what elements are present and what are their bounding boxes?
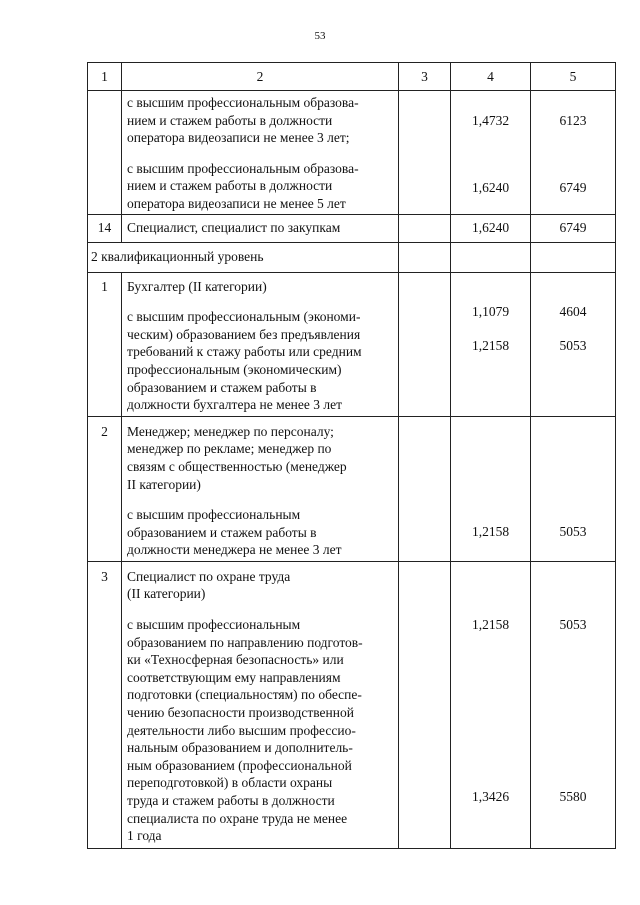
table-row <box>88 416 616 561</box>
position-title: Менеджер; менеджер по персоналу; менеджер по рекламе; менеджер по связям с общественностью (менеджер II категории) <box>127 423 347 492</box>
table-row <box>88 242 616 272</box>
salary-value: 5053 <box>531 416 616 561</box>
requirement-text: с высшим профессиональным образованием и стажем работы в должности менеджера не менее 3 лет <box>127 507 342 558</box>
requirements-cell <box>122 91 399 215</box>
row-number: 1 <box>88 272 122 416</box>
coefficient-value: 1,2158 <box>451 416 531 561</box>
salary-value: 5580 <box>559 789 587 805</box>
row-number: 3 <box>88 561 122 848</box>
row-number: 14 <box>88 214 122 242</box>
requirements-cell <box>122 561 399 848</box>
table-header-row <box>88 63 616 91</box>
header-cell-1: 1 <box>88 63 122 91</box>
position-title: Бухгалтер (II категории) <box>127 278 267 294</box>
table-row <box>88 214 616 242</box>
table-row <box>88 272 616 416</box>
header-cell-3: 3 <box>399 63 451 91</box>
requirement-text: с высшим профессиональным образованием по направлению подготов- ки «Техносферная безопасность» или соответствующим ему направлениям подготовки (специальностям) по обеспе- чению безопасности производственной деятельности либо высшим профессио- нальным образованием и дополнитель- ным образованием (профессиональной переподготовкой) в области охраны труда и стажем работы в должности специалиста по охране труда не менее 1 года <box>127 617 363 844</box>
table-row <box>88 91 616 215</box>
salary-cell <box>531 272 616 416</box>
salary-value: 6123 <box>559 113 587 128</box>
requirements-cell <box>122 272 399 416</box>
page-number: 53 <box>314 30 326 42</box>
salary-cell <box>531 561 616 848</box>
requirement-text: с высшим профессиональным образова- нием и стажем работы в должности оператора видеозаписи не менее 5 лет <box>127 160 359 211</box>
salary-value: 5053 <box>559 338 587 354</box>
coefficient-cell <box>451 91 531 215</box>
salary-value: 5053 <box>559 616 587 632</box>
position-title: Специалист по охране труда (II категории) <box>127 568 291 602</box>
coefficient-value: 1,4732 <box>471 113 510 128</box>
coefficient-value: 1,2158 <box>471 616 510 632</box>
header-cell-2: 2 <box>122 63 399 91</box>
header-cell-4: 4 <box>451 63 531 91</box>
row-number: 2 <box>88 416 122 561</box>
table-row <box>88 561 616 848</box>
header-cell-5: 5 <box>531 63 616 91</box>
coefficient-value: 1,3426 <box>471 789 510 805</box>
coefficient-value: 1,6240 <box>471 179 510 195</box>
requirements-cell <box>122 416 399 561</box>
salary-value: 6749 <box>531 214 616 242</box>
coefficient-cell <box>451 272 531 416</box>
position-title: Специалист, специалист по закупкам <box>122 214 399 242</box>
requirement-text: с высшим профессиональным образова- нием и стажем работы в должности оператора видеозаписи не менее 3 лет; <box>127 95 359 146</box>
row-number-cell <box>88 91 122 215</box>
coefficient-value: 1,1079 <box>471 303 510 319</box>
salary-value: 6749 <box>559 179 587 195</box>
coefficient-value: 1,2158 <box>471 338 510 354</box>
salary-cell <box>531 91 616 215</box>
salary-table <box>87 62 616 849</box>
coefficient-value: 1,6240 <box>451 214 531 242</box>
qualification-level-label: 2 квалификационный уровень <box>88 242 399 272</box>
salary-value: 4604 <box>559 303 587 319</box>
coefficient-cell <box>451 561 531 848</box>
requirement-text: с высшим профессиональным (экономи- ческим) образованием без предъявления требований к стажу работы или средним профессиональным (экономическим) образованием и стажем работы в должности бухгалтера не менее 3 лет <box>127 309 362 413</box>
